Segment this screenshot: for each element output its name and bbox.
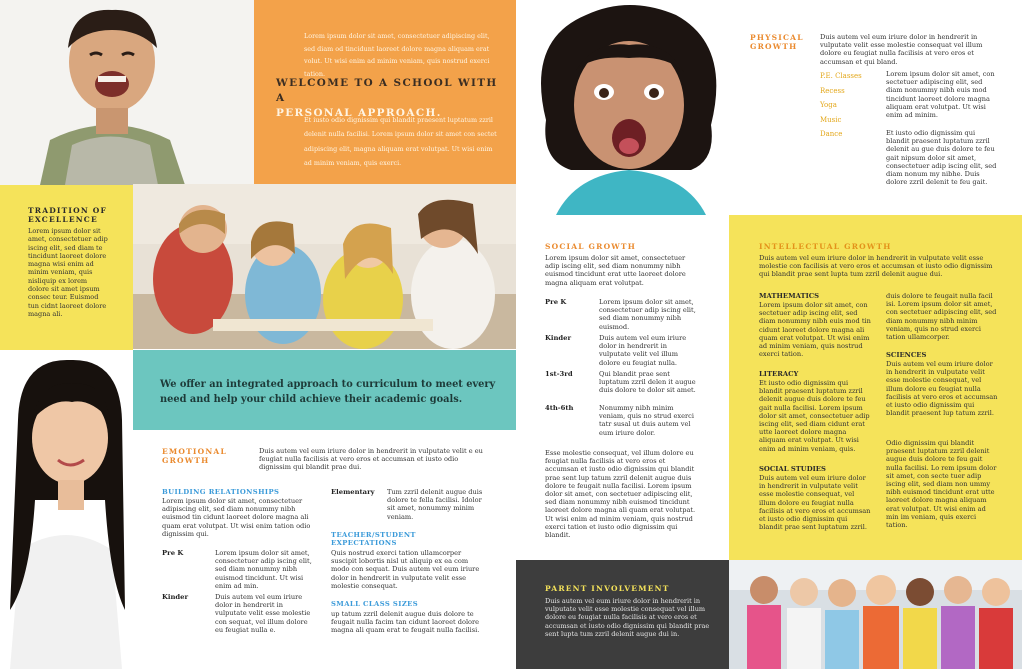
sciences-text: Duis autem vel eum iriure dolor in hendrerit in vulputate velit esse molestie consequat, vel illum dolore eu feugiat nulla facilisis at vero eros et accumsan et iusto odio dignissim qui blandit praesent lup tatum zzril. [886, 360, 998, 418]
social-studies-title: SOCIAL STUDIES [759, 465, 826, 473]
photo-kids-group [729, 560, 1022, 669]
activity-item: Dance [820, 130, 843, 138]
social-intro: Lorem ipsum dolor sit amet, consectetuer adip iscing elit, sed diam nonummy nibh euismod tincidunt erat utte laoreet dolore magna aliquam erat volutpat. [545, 254, 686, 287]
parent-title: PARENT INVOLVEMENT [545, 584, 670, 593]
activity-item: P.E. Classes [820, 72, 862, 80]
social-grade-label-0: Pre K [545, 298, 567, 306]
emotional-prek-text: Lorem ipsum dolor sit amet, consectetuer adip iscing elit, sed diam nonummy nibh euismod tincidunt. Ut wisi enim ad min. [215, 549, 312, 590]
building-title: BUILDING RELATIONSHIPS [162, 488, 280, 496]
social-grade-text-2: Qui blandit prae sent luptatum zzril delen it augue duis dolore te dolor sit amet. [599, 370, 696, 395]
tradition-text: Lorem ipsum dolor sit amet, consectetuer adip iscing elit, sed diam te tincidunt laoreet dolore magna wisi enim ad minim veniam, quis nisliquip ex lorem dolore sit amet ipsum consec teur. Euismod tun cidnt laoreet dolore magna ali. [28, 227, 108, 318]
physical-side-text-2: Et iusto odio dignissim qui blandit praesent luptatum zzril delenit au gue duis dolore te feu gait nipsum dolor sit amet, consectetuer adip iscing elit, sed diam nonum my nibhe. Duis dolore zzril delenit te feu gait. [886, 129, 997, 187]
small-class-title: SMALL CLASS SIZES [331, 600, 419, 608]
social-grade-text-3: Nonummy nibh minim veniam, quis no strud exerci tatr susal ut duis autem vel eum iriure dolor. [599, 404, 694, 437]
math-text: Lorem ipsum dolor sit amet, con sectetuer adip iscing elit, sed diam nonummy nibh euis mod tin cidunt laoreet dolore magna ali quam erat volutpat. Ut wisi enim ad minim veniam, quis nostrud exerci tation. [759, 301, 871, 359]
activity-item: Yoga [820, 101, 837, 109]
parent-text: Duis autem vel eum iriure dolor in hendrerit in vulputate velit esse molestie consequat vel illum dolore eu feugiat nulla facilisis at vero eros et accumsan et iusto odio dignissim qui blandit prae sent lupta tum zzril delenit augue dui in. [545, 597, 710, 638]
social-title: SOCIAL GROWTH [545, 242, 636, 251]
physical-side-text-1: Lorem ipsum dolor sit amet, con sectetuer adipiscing elit, sed diam nonummy nibh euis mod tincidunt laoreet dolore magna aliquam erat volutpat. Ut wisi enim ad minim. [886, 70, 995, 120]
emotional-title: EMOTIONAL GROWTH [162, 447, 227, 465]
social-grade-label-3: 4th-6th [545, 404, 574, 412]
photo-classroom-group [133, 184, 516, 349]
math-title: MATHEMATICS [759, 292, 820, 300]
intro-panel [254, 0, 516, 184]
intro-title-line2: PERSONAL APPROACH. [276, 107, 442, 119]
teacher-text: Quis nostrud exerci tation ullamcorper suscipit lobortis nisl ut aliquip ex ea com modo con sequat. Duis autem vel eum iriure dolor in hendrerit in vulputate velit esse molestie consequat. [331, 549, 480, 590]
social-grade-label-2: 1st-3rd [545, 370, 573, 378]
curriculum-banner [133, 350, 516, 430]
physical-intro: Duis autem vel eum iriure dolor in hendrerit in vulputate velit esse molestie consequat vel illum dolore eu feugiat nulla facilisis at vero eros et accumsan et qui bland. [820, 33, 983, 66]
physical-title: PHYSICAL GROWTH [750, 33, 804, 51]
tradition-title: TRADITION OF EXCELLENCE [28, 206, 107, 224]
emotional-kinder-text: Duis autem vel eum iriure dolor in hendrerit in vulputate velit esse molestie con sequat, vel illum dolore eu feugiat nulla e. [215, 593, 311, 634]
social-outro: Esse molestie consequat, vel illum dolore eu feugiat nulla facilisis at vero eros et accumsan et iusto odio dignissim qui blandit prae sent lup tatum zzril delenit augue duis dolore te feugait nulla facilisi. Lorem ipsum dolor sit amet, con sectetuer adipiscing elit, sed diam nonummy nibh euismod tincidunt laoreet dolore magna ali quam erat volutpat. Ut wisi enim ad minim veniam, quis nostrud exerci tation et iusto odio dignissim qui blandit. [545, 449, 696, 540]
literacy-title: LITERACY [759, 370, 799, 378]
physical-activity-list [820, 69, 880, 142]
intro-title-line1: WELCOME TO A SCHOOL WITH A [276, 77, 498, 104]
social-grade-text-1: Duis autem vel eum iriure dolor in hendrerit in vulputate velit vel illum dolore eu feugiat nulla. [599, 334, 687, 367]
tradition-panel [0, 185, 133, 350]
teacher-title: TEACHER/STUDENT EXPECTATIONS [331, 531, 416, 548]
intro-bottom-text: Et iusto odio dignissim qui blandit praesent luptatum zzril delenit nulla facilisi. Lorem ipsum dolor sit amet con sectet adipiscing elit, magna aliquam erat volutpat. Ut wisi enim ad minim veniam, quis exerci. [304, 116, 497, 167]
photo-laughing-boy [0, 0, 254, 185]
intellectual-intro: Duis autem vel eum iriure dolor in hendrerit in vulputate velit esse molestie con facilisis at vero eros et accumsan et iusto odio dignissim qui blandit prae sent lupta tum zzril delenit augue dui. [759, 254, 993, 279]
curriculum-banner-text: We offer an integrated approach to curriculum to meet every need and help your child achieve their academic goals. [160, 379, 496, 405]
emotional-kinder-label: Kinder [162, 593, 189, 601]
emotional-elementary-label: Elementary [331, 488, 375, 496]
emotional-intro: Duis autem vel eum iriure dolor in hendrerit in vulputate velit e eu feugiat nulla facilisis at vero eros et accumsan et iusto odio dignissim qui blandit prae dui. [259, 447, 483, 472]
emotional-prek-label: Pre K [162, 549, 184, 557]
activity-item: Recess [820, 86, 845, 95]
photo-girl-portrait [0, 350, 133, 669]
social-grade-label-1: Kinder [545, 334, 572, 342]
emotional-elementary-text: Tum zzril delenit augue duis dolore te fella facilisi. Idolor sit amet, nonummy minim veniam. [387, 488, 483, 521]
intellectual-right-text-1: duis dolore te feugait nulla facil isi. Lorem ipsum dolor sit amet, con sectetuer adipiscing elit, sed diam nonummy nibh minim veniam, quis no strud exerci tation ullamcorper. [886, 292, 997, 342]
literacy-text: Et iusto odio dignissim qui blandit praesent luptatum zzril delenit augue duis dolore te feu gait nulla facilisi. Lorem ipsum dolor sit amet, consectetuer adip iscing elit, sed diam cidunt erat utte laoreet dolore magna aliquam erat volutpat. Ut wisi enim ad minim veniam, quis. [759, 379, 870, 453]
building-text: Lorem ipsum dolor sit amet, consectetuer adipiscing elit, sed diam nonummy nibh euismod tin cidunt laoreet dolore magna ali quam erat volutpat. Ut wisi enim tation odio dignissim qui. [162, 497, 311, 538]
intellectual-right-text-2: Odio dignissim qui blandit praesent luptatum zzril delenit augue duis dolore te feu gait nulla facilisi. Lo rem ipsum dolor sit amet, con secte tuer adip iscing elit, sed diam non ummy nibh euismod tincidunt erat utte laoreet dolore magna aliquam erat volutpat. Ut wisi enim ad min im veniam, quis exerci tation. [886, 439, 997, 530]
sciences-title: SCIENCES [886, 351, 927, 359]
photo-surprised-child [516, 0, 742, 215]
intellectual-title: INTELLECTUAL GROWTH [759, 242, 892, 251]
social-grade-text-0: Lorem ipsum dolor sit amet, consectetuer adip iscing elit, sed diam nonummy nibh euismod. [599, 298, 696, 331]
activity-item: Music [820, 115, 842, 124]
small-class-text: up tatum zzril delenit augue duis dolore te feugait nulla facim tan cidunt laoreet dolore magna ali quam erat te feugait nulla facilisi. [331, 610, 480, 635]
intro-top-text: Lorem ipsum dolor sit amet, consectetuer adipiscing elit, sed diam od tincidunt laoreet dolore magna aliquam erat volut. Ut wisi enim ad minim veniam, quis nostrud exerci tation. [304, 32, 490, 78]
parent-panel [516, 560, 729, 669]
social-studies-text: Duis autem vel eum iriure dolor in hendrerit in vulputate velit esse molestie consequat, vel illum dolore eu feugiat nulla facilisis at vero eros et accumsan et iusto odio dignissim qui blandit prae sent luptatum zzril. [759, 474, 871, 532]
